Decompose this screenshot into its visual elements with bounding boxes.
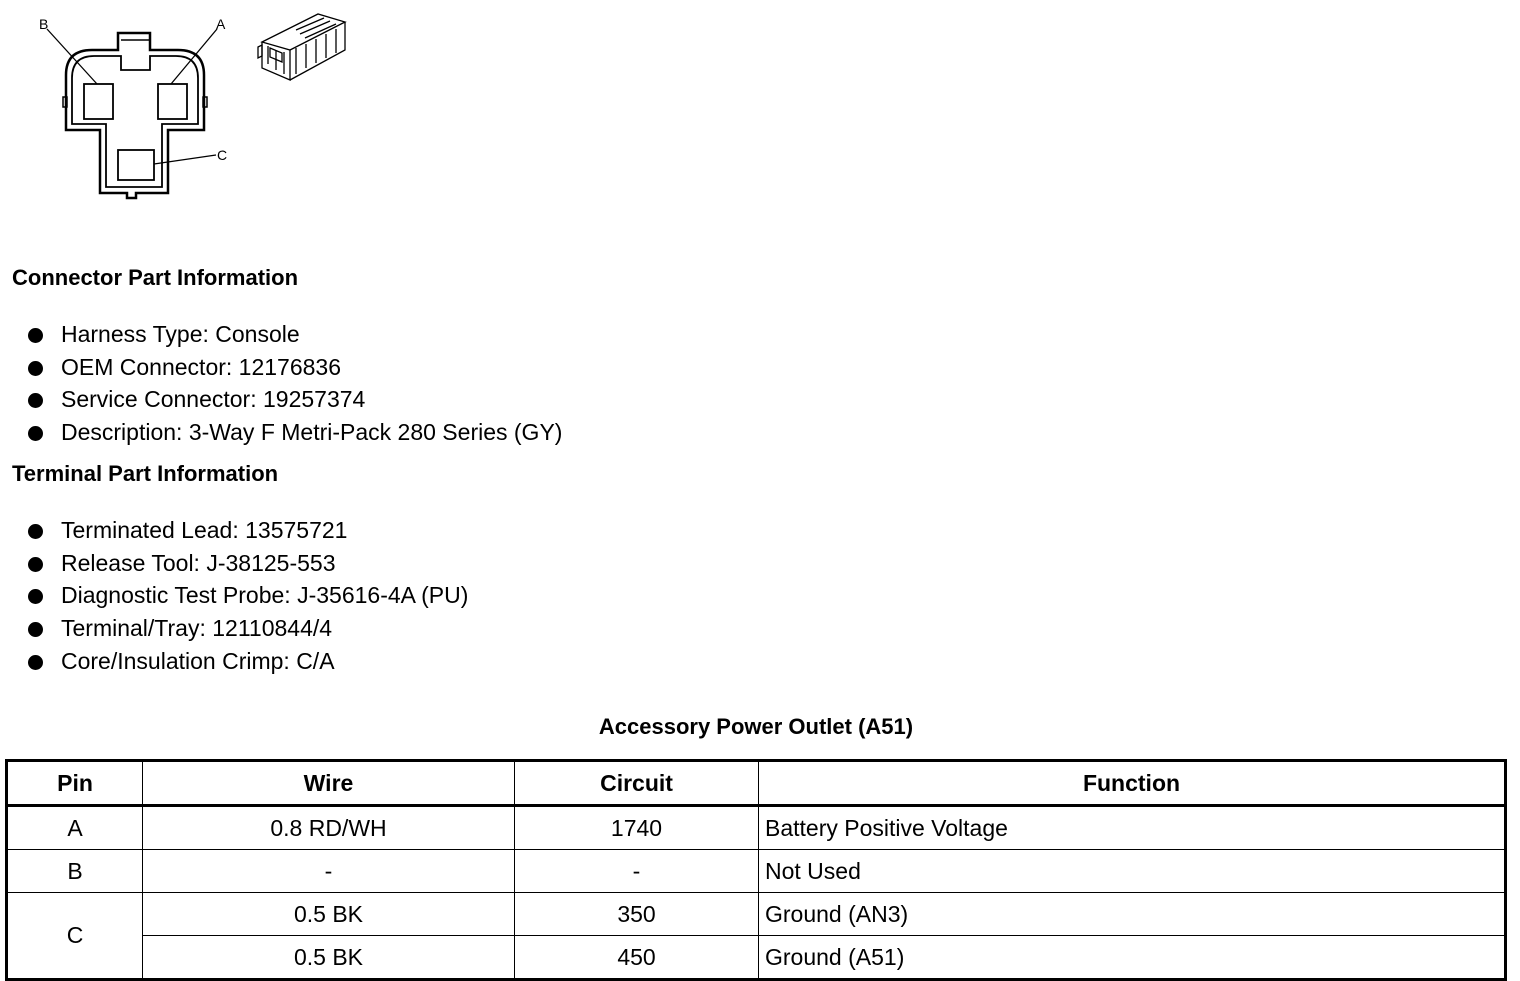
cell-pin: C	[7, 893, 143, 980]
list-item: Harness Type: Console	[28, 318, 562, 351]
cavity-c	[118, 150, 154, 180]
cell-wire: -	[143, 850, 515, 893]
table-row	[7, 893, 1506, 936]
cell-pin: A	[7, 806, 143, 850]
bullet-icon	[28, 622, 43, 637]
cell-wire: 0.5 BK	[143, 936, 515, 980]
cell-function: Not Used	[759, 850, 1506, 893]
header-pin: Pin	[7, 761, 143, 806]
cell-wire: 0.5 BK	[143, 893, 515, 936]
cell-circuit: 450	[515, 936, 759, 980]
list-item: Release Tool: J-38125-553	[28, 547, 468, 580]
bullet-icon	[28, 361, 43, 376]
connector-part-info-heading: Connector Part Information	[12, 265, 299, 290]
cavity-b	[84, 84, 113, 119]
cell-function: Ground (A51)	[759, 936, 1506, 980]
cell-pin: B	[7, 850, 143, 893]
list-item: Terminal/Tray: 12110844/4	[28, 612, 468, 645]
bullet-icon	[28, 328, 43, 343]
bullet-icon	[28, 426, 43, 441]
list-item: Service Connector: 19257374	[28, 383, 562, 416]
bullet-icon	[28, 393, 43, 408]
bullet-icon	[28, 589, 43, 604]
table-row	[7, 936, 1506, 980]
cell-function: Battery Positive Voltage	[759, 806, 1506, 850]
pin-label-a: A	[216, 16, 226, 32]
bullet-icon	[28, 524, 43, 539]
connector-isometric-illustration	[255, 10, 355, 90]
cell-circuit: -	[515, 850, 759, 893]
cell-circuit: 1740	[515, 806, 759, 850]
list-item: Core/Insulation Crimp: C/A	[28, 645, 468, 678]
connector-part-info-list	[28, 318, 562, 449]
header-wire: Wire	[143, 761, 515, 806]
cavity-a	[158, 84, 187, 119]
list-item: Description: 3-Way F Metri-Pack 280 Series (GY)	[28, 416, 562, 449]
pinout-table	[5, 759, 1507, 981]
header-circuit: Circuit	[515, 761, 759, 806]
connector-face-diagram	[30, 8, 240, 203]
list-item: Diagnostic Test Probe: J-35616-4A (PU)	[28, 579, 468, 612]
table-title: Accessory Power Outlet (A51)	[598, 714, 914, 739]
cell-function: Ground (AN3)	[759, 893, 1506, 936]
table-header-row	[7, 761, 1506, 806]
terminal-part-info-list	[28, 514, 468, 677]
pin-label-c: C	[217, 147, 228, 163]
cell-wire: 0.8 RD/WH	[143, 806, 515, 850]
terminal-part-info-heading: Terminal Part Information	[12, 461, 279, 486]
list-item: OEM Connector: 12176836	[28, 351, 562, 384]
pin-label-b: B	[39, 16, 49, 32]
list-item: Terminated Lead: 13575721	[28, 514, 468, 547]
header-function: Function	[759, 761, 1506, 806]
bullet-icon	[28, 655, 43, 670]
table-row	[7, 850, 1506, 893]
bullet-icon	[28, 557, 43, 572]
table-row	[7, 806, 1506, 850]
cell-circuit: 350	[515, 893, 759, 936]
